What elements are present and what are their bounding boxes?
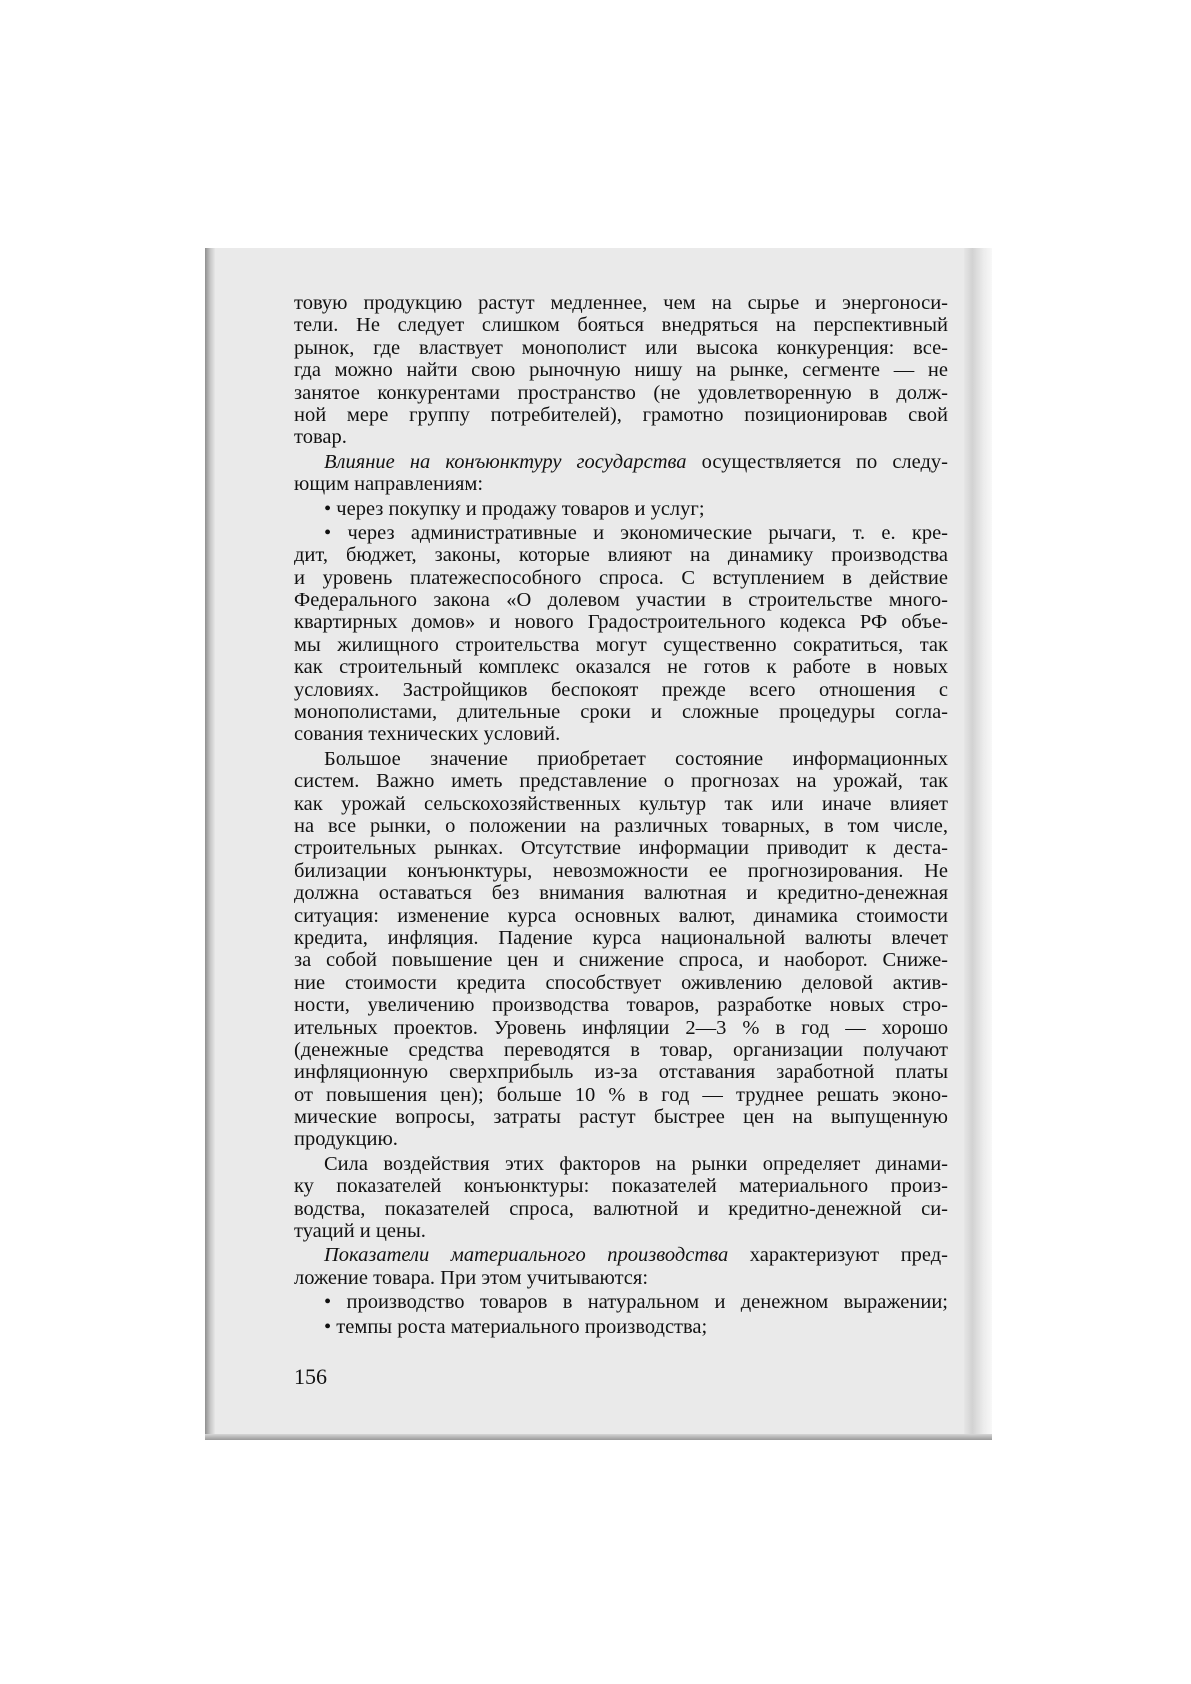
text-line: Федерального закона «О долевом участии в строительстве много- (294, 589, 948, 612)
text-line: билизации конъюнктуры, невозможности ее прогнозирования. Не (294, 859, 948, 882)
text-line: квартирных домов» и нового Градостроительного кодекса РФ объе- (294, 611, 948, 634)
text-line: условиях. Застройщиков беспокоят прежде всего отношения с (294, 678, 948, 701)
text-line: от повышения цен); больше 10 % в год — труднее решать эконо- (294, 1083, 948, 1106)
text-line: на все рынки, о положении на различных товарных, в том числе, (294, 814, 948, 837)
text-line: ние стоимости кредита способствует оживлению деловой актив- (294, 971, 948, 994)
text-line: (денежные средства переводятся в товар, организации получают (294, 1038, 948, 1061)
italic-term: Влияние на конъюнктуру государства (324, 450, 687, 473)
text-line: Показатели материального производства характеризуют пред- (324, 1244, 948, 1267)
bullet-item: • производство товаров в натуральном и денежном выражении; (324, 1291, 948, 1314)
text-line: ительных проектов. Уровень инфляции 2—3 % в год — хорошо (294, 1016, 948, 1039)
text-line: мы жилищного строительства могут существенно сократиться, так (294, 633, 948, 656)
text-line: за собой повышение цен и снижение спроса, и наоборот. Сниже- (294, 949, 948, 972)
text-line: ситуация: изменение курса основных валют, динамика стоимости (294, 904, 948, 927)
text-line: тели. Не следует слишком бояться внедряться на перспективный (294, 314, 948, 337)
text-line: ности, увеличению производства товаров, разработке новых стро- (294, 994, 948, 1017)
text-line: туаций и цены. (294, 1220, 426, 1243)
text-line: сования технических условий. (294, 723, 561, 746)
bullet-item: • темпы роста материального производства; (324, 1315, 708, 1338)
page-number: 156 (294, 1364, 327, 1389)
text-line: занятое конкурентами пространство (не удовлетворенную в долж- (294, 381, 948, 404)
text-line: ложение товара. При этом учитываются: (294, 1266, 649, 1289)
text-line: товую продукцию растут медленнее, чем на сырье и энергоноси- (294, 292, 948, 314)
text-line: как урожай сельскохозяйственных культур так или иначе влияет (294, 792, 948, 815)
text-line: ющим направлениям: (294, 473, 484, 496)
italic-term: Показатели материального производства (324, 1244, 729, 1267)
page-bottom-edge-shadow (205, 1434, 992, 1440)
scanned-book-page (205, 248, 992, 1440)
text-line: мические вопросы, затраты растут быстрее цен на выпущенную (294, 1106, 948, 1129)
text-line: рынок, где властвует монополист или высока конкуренция: все- (294, 336, 948, 359)
text-line: и уровень платежеспособного спроса. С вступлением в действие (294, 566, 948, 589)
body-text (294, 292, 948, 1338)
text-line: ку показателей конъюнктуры: показателей материального произ- (294, 1175, 948, 1198)
text-line: ной мере группу потребителей), грамотно позиционировав свой (294, 403, 948, 426)
bullet-item: • через административные и экономические рычаги, т. е. кре- (324, 521, 948, 544)
text-line: дит, бюджет, законы, которые влияют на динамику производства (294, 544, 948, 567)
page-left-edge-shadow (205, 248, 215, 1440)
text-line: Сила воздействия этих факторов на рынки определяет динами- (324, 1152, 948, 1175)
text-line: монополистами, длительные сроки и сложные процедуры согла- (294, 701, 948, 724)
text-line: инфляционную сверхприбыль из-за отставания заработной платы (294, 1061, 948, 1084)
page-right-edge-shadow (964, 248, 992, 1440)
text-line: гда можно найти свою рыночную нишу на рынке, сегменте — не (294, 359, 948, 382)
text-line: Большое значение приобретает состояние информационных (324, 747, 948, 770)
text-line: продукцию. (294, 1128, 398, 1151)
text-line: кредита, инфляция. Падение курса национальной валюты влечет (294, 926, 948, 949)
bullet-item: • через покупку и продажу товаров и услуг; (324, 497, 705, 520)
text-line: водства, показателей спроса, валютной и кредитно-денежной си- (294, 1197, 948, 1220)
text-line: должна оставаться без внимания валютная и кредитно-денежная (294, 882, 948, 905)
text-line: как строительный комплекс оказался не готов к работе в новых (294, 656, 948, 679)
text-line: систем. Важно иметь представление о прогнозах на урожай, так (294, 770, 948, 793)
text-line: строительных рынках. Отсутствие информации приводит к деста- (294, 837, 948, 860)
text-line: Влияние на конъюнктуру государства осуществляется по следу- (324, 450, 948, 473)
text-line: товар. (294, 426, 347, 449)
